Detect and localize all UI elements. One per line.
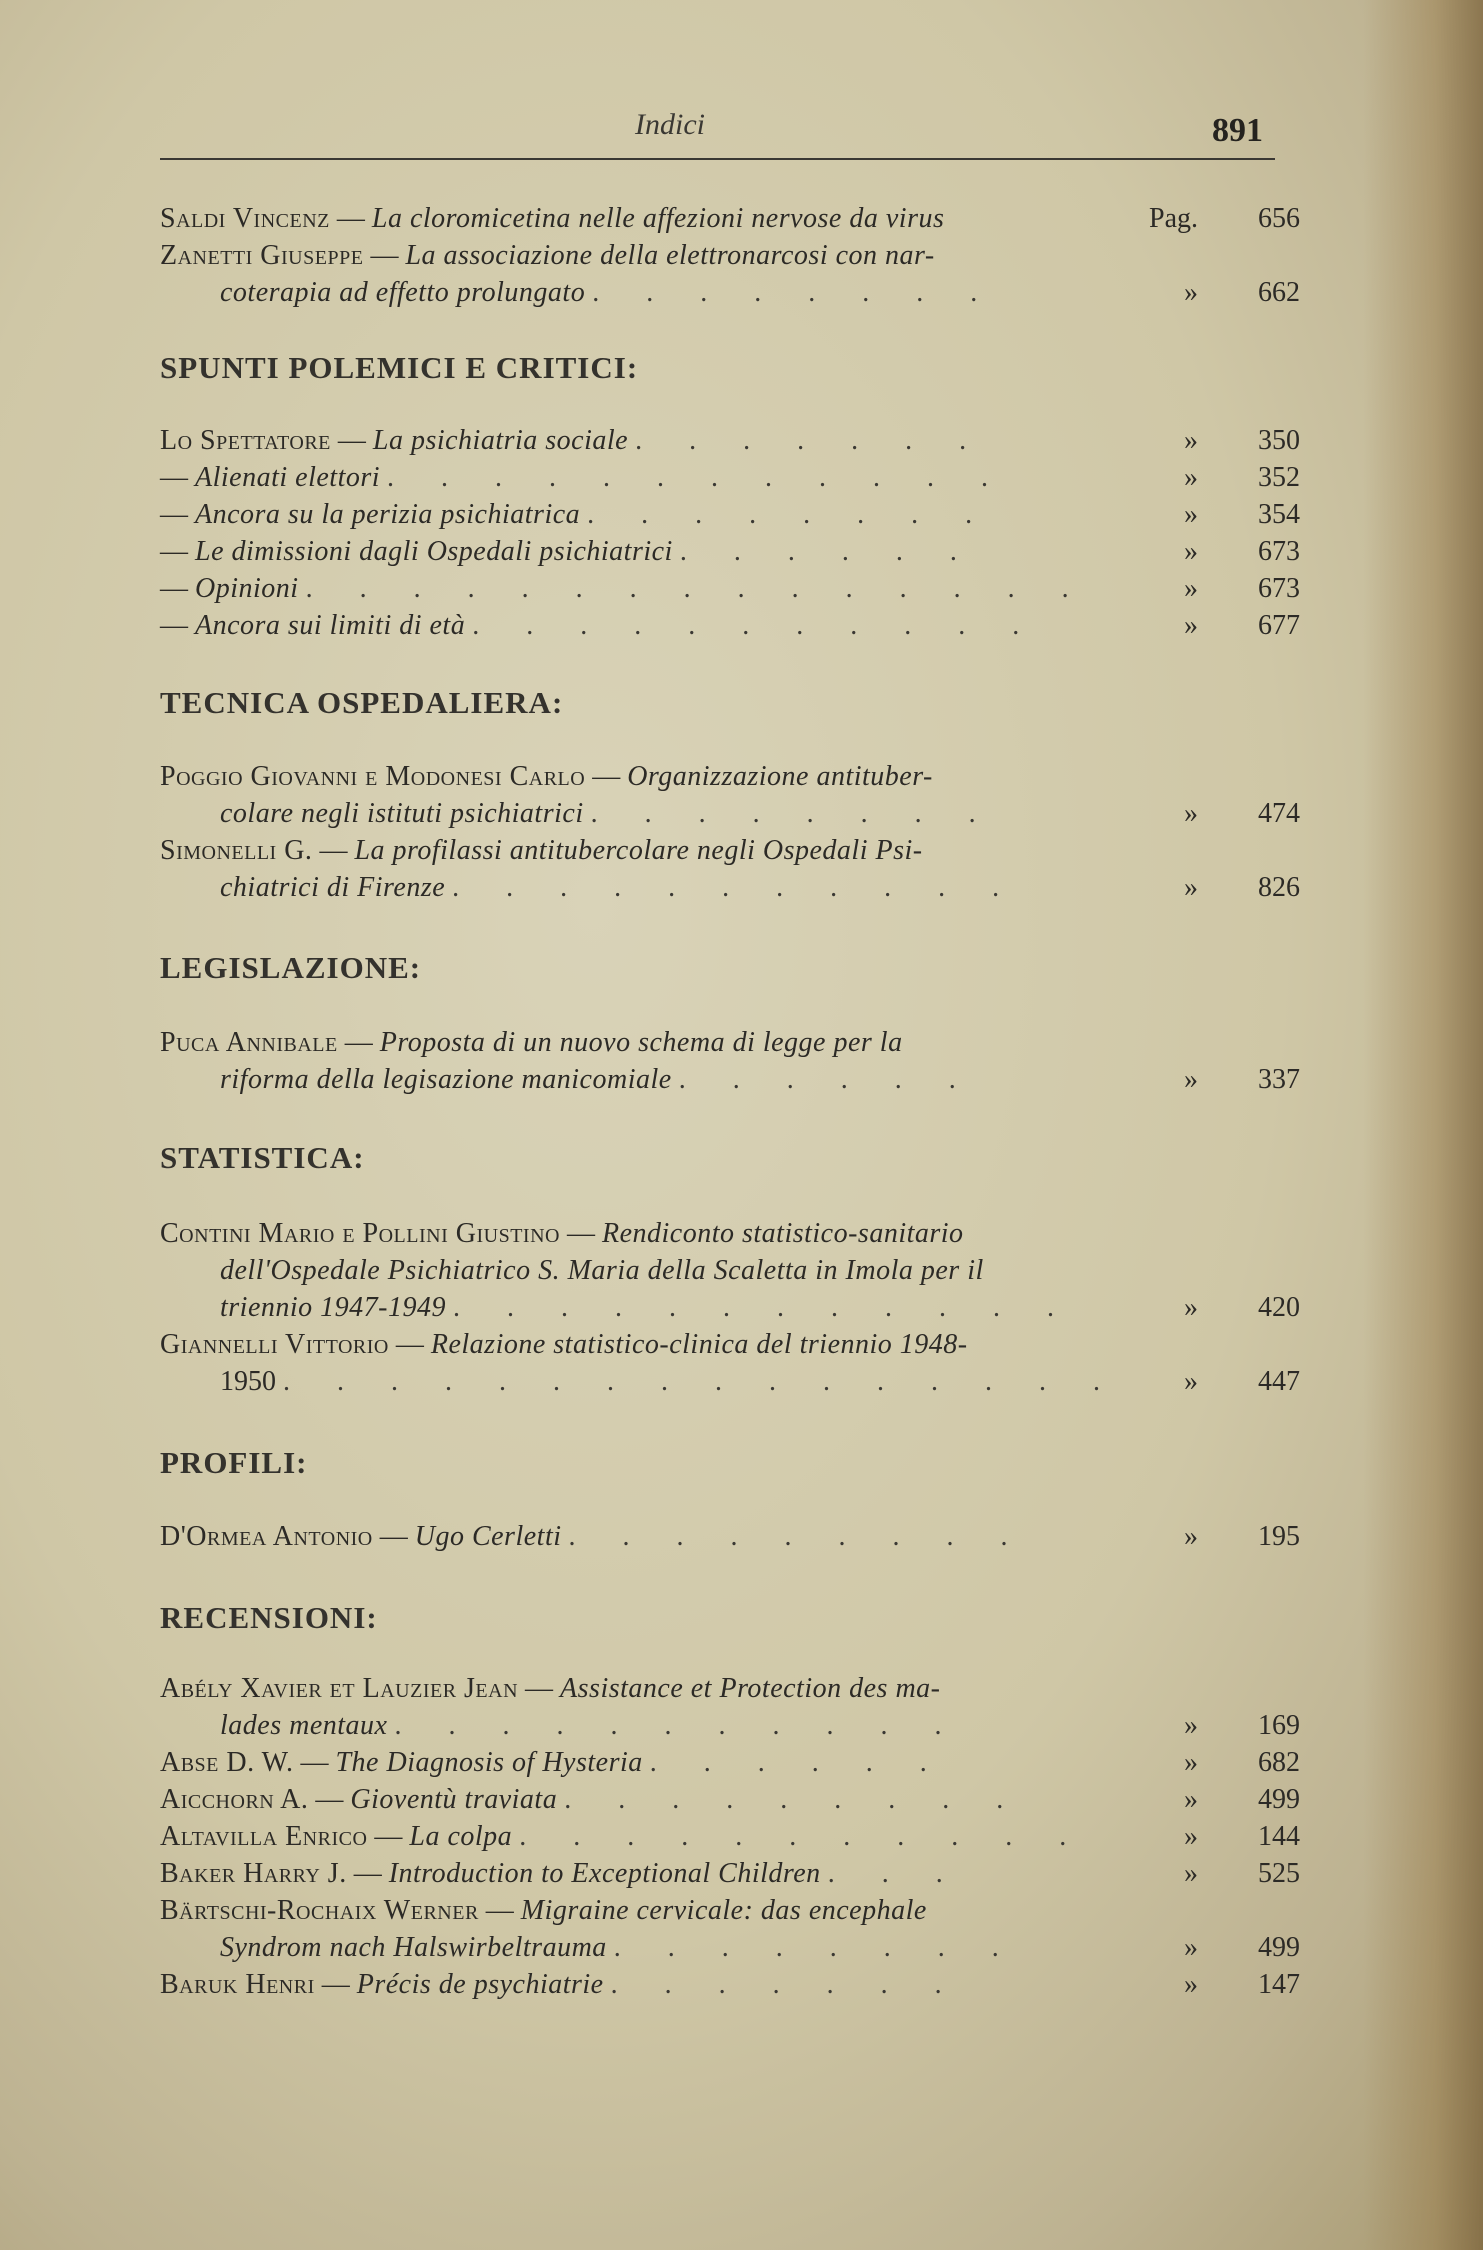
entry-page-number: 826 (1258, 872, 1300, 903)
entry-separator: — (518, 1673, 561, 1704)
entry-separator: — (308, 1784, 351, 1815)
entry-title: La associazione della elettronarcosi con nar- (405, 240, 935, 271)
entry-title-continued: lades mentaux (220, 1710, 388, 1741)
entry-page-number: 337 (1258, 1064, 1300, 1095)
entry-title-continued: dell'Ospedale Psichiatrico S. Maria della Scaletta in Imola per il (220, 1255, 984, 1286)
entry-title: Ancora sui limiti di età (195, 610, 466, 641)
entry-title: Le dimissioni dagli Ospedali psichiatrici (195, 536, 673, 567)
entry-leader-dots: . . . (827, 1858, 963, 1889)
entry-page-ref: Pag. (1149, 203, 1198, 234)
entry-page-ref: » (1184, 277, 1198, 308)
entry-separator: — (478, 1895, 521, 1926)
entry-author: D'Ormea Antonio (160, 1521, 373, 1552)
entry-title: Migraine cervicale: das encephale (520, 1895, 927, 1926)
entry-author: Contini Mario e Pollini Giustino (160, 1218, 560, 1249)
entry-leader-dots: . . . . . . . . . . . (472, 610, 1040, 641)
index-entry (160, 533, 1300, 570)
entry-title-continued: coterapia ad effetto prolungato (220, 277, 586, 308)
index-entry (160, 570, 1300, 607)
page-header (160, 100, 1300, 160)
entry-page-ref: » (1184, 610, 1198, 641)
index-entry (160, 422, 1300, 459)
section-heading: PROFILI: (160, 1445, 308, 1480)
entry-title: The Diagnosis of Hysteria (335, 1747, 643, 1778)
index-entry (160, 1966, 1300, 2003)
entry-author: Baker Harry J. (160, 1858, 347, 1889)
running-title: Indici (635, 108, 705, 141)
entry-leader-dots: . . . . . . . . (613, 1932, 1019, 1963)
section-entries (160, 422, 1300, 644)
entry-title-continued: colare negli istituti psichiatrici (220, 798, 584, 829)
entry-title: Ugo Cerletti (414, 1521, 562, 1552)
entry-author: Puca Annibale (160, 1027, 338, 1058)
entry-separator: — (388, 1329, 431, 1360)
entry-leader-dots: . . . . . . (679, 536, 977, 567)
index-page (160, 100, 1300, 2000)
entry-page-ref: » (1184, 1521, 1198, 1552)
entry-separator: — (160, 499, 195, 530)
entry-page-ref: » (1184, 1969, 1198, 2000)
index-entry (160, 1744, 1300, 1781)
entry-author: Giannelli Vittorio (160, 1329, 389, 1360)
entry-separator: — (293, 1747, 336, 1778)
entry-author: Abély Xavier et Lauzier Jean (160, 1673, 519, 1704)
entry-page-ref: » (1184, 573, 1198, 604)
index-entry (160, 1215, 1300, 1326)
page-edge-shadow (1363, 0, 1483, 2250)
section-entries (160, 1670, 1300, 2003)
index-entry (160, 1818, 1300, 1855)
entry-leader-dots: . . . . . . . . (587, 499, 993, 530)
section-heading: STATISTICA: (160, 1140, 365, 1175)
entry-page-ref: » (1184, 1710, 1198, 1741)
section-heading: TECNICA OSPEDALIERA: (160, 685, 564, 720)
entry-leader-dots: . . . . . . . . . . . . (453, 1292, 1074, 1323)
index-entry (160, 832, 1300, 906)
entry-author: Bärtschi-Rochaix Werner (160, 1895, 479, 1926)
entry-title: La cloromicetina nelle affezioni nervose da virus (371, 203, 945, 234)
entry-title: Précis de psychiatrie (356, 1969, 604, 2000)
entry-separator: — (337, 1027, 380, 1058)
entry-title-continued: Syndrom nach Halswirbeltrauma (220, 1932, 607, 1963)
entry-author: Lo Spettatore (160, 425, 331, 456)
entry-separator: — (330, 425, 373, 456)
entry-leader-dots: . . . . . . . . (590, 798, 996, 829)
entry-page-ref: » (1184, 798, 1198, 829)
entry-separator: — (585, 761, 628, 792)
entry-page-ref: » (1184, 462, 1198, 493)
section-entries (160, 1024, 1300, 1098)
entry-page-number: 525 (1258, 1858, 1300, 1889)
entry-author: Poggio Giovanni e Modonesi Carlo (160, 761, 586, 792)
entry-author: Zanetti Giuseppe (160, 240, 364, 271)
entry-title-continued: riforma della legisazione manicomiale (220, 1064, 672, 1095)
entry-title: La profilassi antitubercolare negli Ospedali Psi- (354, 835, 923, 866)
entry-separator: — (329, 203, 372, 234)
entry-page-number: 447 (1258, 1366, 1300, 1397)
entry-page-number: 499 (1258, 1784, 1300, 1815)
entry-title-continued: 1950 (220, 1366, 276, 1397)
intro-entries (160, 200, 1300, 311)
section-heading: SPUNTI POLEMICI E CRITICI: (160, 350, 639, 385)
entry-page-ref: » (1184, 1784, 1198, 1815)
entry-leader-dots: . . . . . . . . . . . (519, 1821, 1087, 1852)
entry-leader-dots: . . . . . . . . . (568, 1521, 1028, 1552)
entry-separator: — (160, 573, 195, 604)
entry-leader-dots: . . . . . . (649, 1747, 947, 1778)
entry-author: Baruk Henri (160, 1969, 315, 2000)
entry-page-number: 474 (1258, 798, 1300, 829)
section-heading: LEGISLAZIONE: (160, 950, 422, 985)
entry-page-ref: » (1184, 1292, 1198, 1323)
entry-title: Rendiconto statistico-sanitario (601, 1218, 964, 1249)
entry-title: Ancora su la perizia psichiatrica (195, 499, 581, 530)
entry-separator: — (363, 240, 406, 271)
entry-page-number: 354 (1258, 499, 1300, 530)
entry-page-number: 673 (1258, 573, 1300, 604)
entry-page-ref: » (1184, 1858, 1198, 1889)
section-entries (160, 758, 1300, 906)
entry-page-number: 144 (1258, 1821, 1300, 1852)
entry-separator: — (372, 1521, 415, 1552)
entry-page-ref: » (1184, 499, 1198, 530)
entry-separator: — (346, 1858, 389, 1889)
entry-title: Proposta di un nuovo schema di legge per la (379, 1027, 903, 1058)
index-entry (160, 459, 1300, 496)
index-entry (160, 1855, 1300, 1892)
entry-title: La colpa (409, 1821, 513, 1852)
index-entry (160, 1892, 1300, 1966)
entry-separator: — (160, 536, 195, 567)
section-entries (160, 1518, 1300, 1555)
section-entries (160, 1215, 1300, 1400)
index-entry (160, 200, 1300, 237)
index-entry (160, 1326, 1300, 1400)
entry-page-number: 499 (1258, 1932, 1300, 1963)
entry-page-number: 656 (1258, 203, 1300, 234)
entry-leader-dots: . . . . . . . (635, 425, 987, 456)
index-entry (160, 607, 1300, 644)
index-entry (160, 1670, 1300, 1744)
entry-author: Abse D. W. (160, 1747, 294, 1778)
index-entry (160, 1024, 1300, 1098)
index-entry (160, 1518, 1300, 1555)
entry-page-ref: » (1184, 1064, 1198, 1095)
entry-title: Opinioni (195, 573, 299, 604)
entry-leader-dots: . . . . . . . . . . . (394, 1710, 962, 1741)
entry-separator: — (160, 462, 195, 493)
entry-title: Introduction to Exceptional Children (388, 1858, 821, 1889)
entry-author: Simonelli G. (160, 835, 313, 866)
entry-leader-dots: . . . . . . . . . (564, 1784, 1024, 1815)
index-entry (160, 237, 1300, 311)
index-entry (160, 496, 1300, 533)
entry-author: Saldi Vincenz (160, 203, 330, 234)
entry-page-ref: » (1184, 1932, 1198, 1963)
section-heading: RECENSIONI: (160, 1600, 378, 1635)
entry-leader-dots: . . . . . . . . . . . . (387, 462, 1009, 493)
index-entry (160, 1781, 1300, 1818)
entry-page-number: 352 (1258, 462, 1300, 493)
header-rule (160, 158, 1275, 160)
entry-leader-dots: . . . . . . . . (592, 277, 998, 308)
entry-separator: — (312, 835, 355, 866)
entry-page-number: 195 (1258, 1521, 1300, 1552)
entry-page-ref: » (1184, 1821, 1198, 1852)
entry-page-number: 677 (1258, 610, 1300, 641)
entry-page-ref: » (1184, 1366, 1198, 1397)
entry-separator: — (559, 1218, 602, 1249)
entry-page-number: 147 (1258, 1969, 1300, 2000)
entry-page-number: 169 (1258, 1710, 1300, 1741)
entry-author: Altavilla Enrico (160, 1821, 368, 1852)
entry-page-ref: » (1184, 425, 1198, 456)
entry-separator: — (160, 610, 195, 641)
page-number: 891 (1212, 112, 1263, 149)
entry-title: La psichiatria sociale (372, 425, 629, 456)
entry-leader-dots: . . . . . . . . . . . (452, 872, 1020, 903)
entry-author: Aicchorn A. (160, 1784, 309, 1815)
entry-page-ref: » (1184, 536, 1198, 567)
entry-title-continued: triennio 1947-1949 (220, 1292, 446, 1323)
index-entry (160, 758, 1300, 832)
entry-page-ref: » (1184, 872, 1198, 903)
entry-title: Alienati elettori (195, 462, 381, 493)
entry-leader-dots: . . . . . . . . . . . . . . . . (283, 1366, 1120, 1397)
entry-page-number: 420 (1258, 1292, 1300, 1323)
entry-title-continued: chiatrici di Firenze (220, 872, 446, 903)
entry-separator: — (314, 1969, 357, 2000)
entry-separator: — (367, 1821, 410, 1852)
entry-page-number: 662 (1258, 277, 1300, 308)
entry-leader-dots: . . . . . . . (610, 1969, 962, 2000)
entry-page-number: 350 (1258, 425, 1300, 456)
entry-title: Assistance et Protection des ma- (560, 1673, 941, 1704)
entry-title: Gioventù traviata (350, 1784, 558, 1815)
entry-title: Relazione statistico-clinica del triennio 1948- (430, 1329, 968, 1360)
entry-page-number: 682 (1258, 1747, 1300, 1778)
entry-page-number: 673 (1258, 536, 1300, 567)
entry-page-ref: » (1184, 1747, 1198, 1778)
entry-leader-dots: . . . . . . . . . . . . . . . (305, 573, 1089, 604)
entry-leader-dots: . . . . . . (678, 1064, 976, 1095)
entry-title: Organizzazione antituber- (627, 761, 933, 792)
